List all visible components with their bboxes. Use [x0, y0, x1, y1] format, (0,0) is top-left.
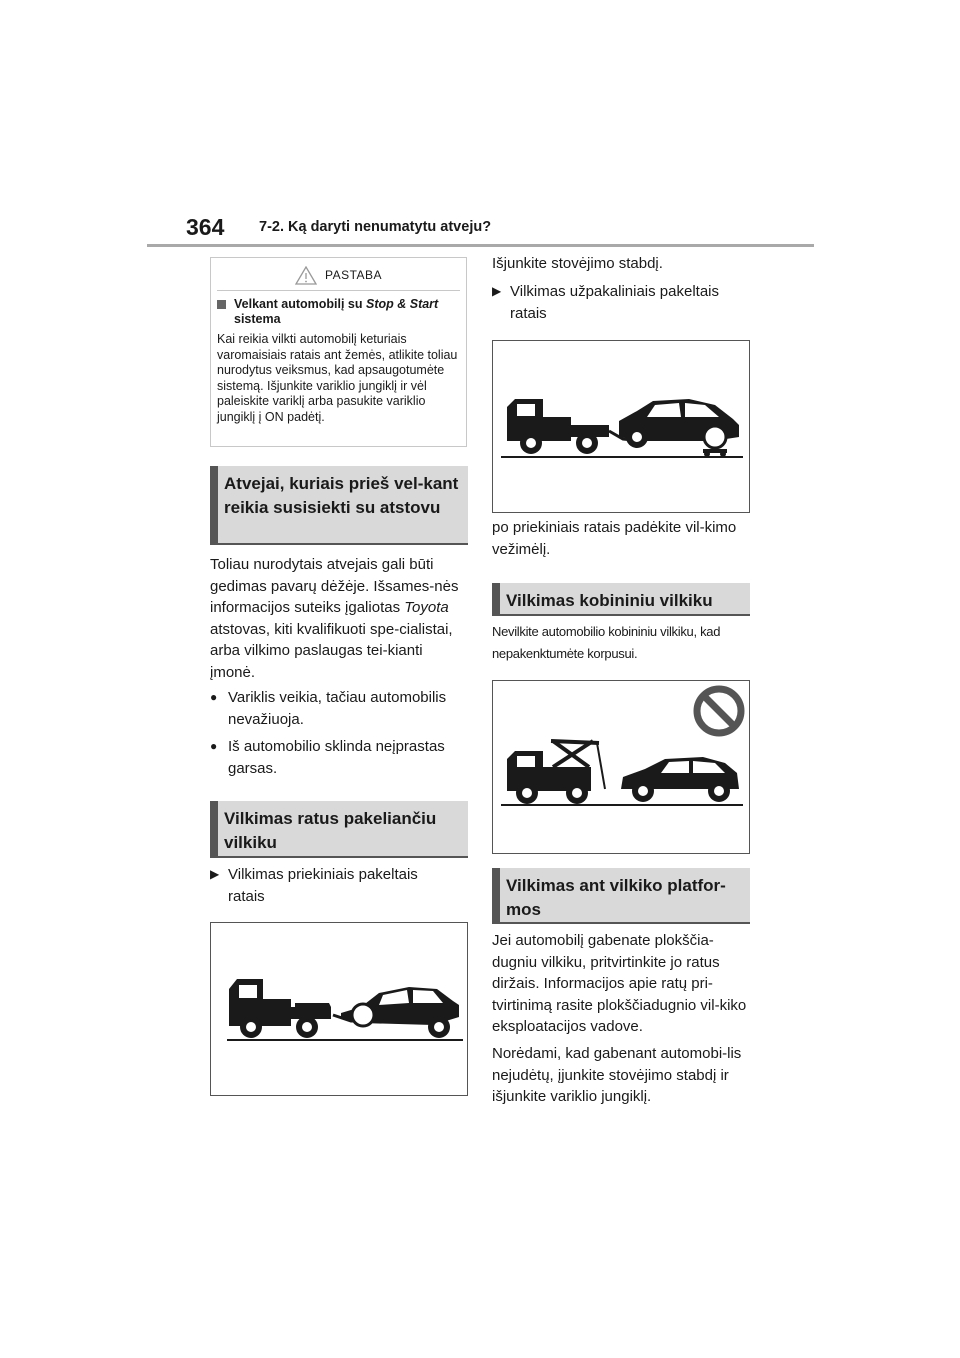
note-subhead — [217, 297, 460, 327]
bullet-text-1: Variklis veikia, tačiau automobilis nevažiuoja. — [228, 689, 447, 728]
figure-front-lift-tow — [210, 922, 468, 1096]
arrow-bullet-icon: ▶ — [210, 867, 220, 881]
section-title: 7-2. Ką daryti nenumatytu atveju? — [259, 219, 492, 235]
arrow-item-front-text: Vilkimas priekiniais pakeltais ratais — [228, 866, 418, 905]
circle-bullet-icon: ● — [210, 739, 218, 753]
tow-truck-hook-illustration — [493, 681, 749, 853]
figure-rear-lift-tow — [492, 340, 750, 513]
intro-brand: Toyota — [404, 599, 449, 616]
flatbed-paragraph-1: Jei automobilį gabenate plokščia-dugniu vilkiku, pritvirtinkite jo ratus diržais. Informacijos apie ratų pri-tvirtinimą rasite plokščiadugnio vil-kiko eksploatacijos vadove. — [492, 932, 747, 1035]
figure-hook-tow-prohibited — [492, 680, 750, 854]
note-header — [217, 264, 460, 286]
arrow-item-rear — [492, 281, 744, 324]
note-subhead-prefix: Velkant automobilį su — [234, 297, 366, 311]
square-bullet-icon — [217, 300, 226, 309]
warning-triangle-icon — [295, 266, 317, 285]
banner-flatbed: Vilkimas ant vilkiko platfor-mos — [492, 868, 750, 924]
note-subhead-italic: Stop & Start — [365, 297, 439, 311]
header-rule — [147, 244, 814, 247]
prohibited-icon — [697, 689, 741, 733]
bullet-item-1 — [210, 687, 468, 730]
note-body: Kai reikia vilkti automobilį keturiais varomaisiais ratais ant žemės, atlikite toliau nurodytus veiksmus, kad apsaugotumėte sistemą. Išjunkite variklio jungiklį ir vėl paleiskite variklį arba pasukite variklio jungiklį į ON padėtį. — [217, 332, 458, 424]
arrow-item-front — [210, 864, 450, 907]
note-subhead-suffix: sistema — [234, 312, 281, 326]
intro-text-a: Toliau nurodytais atvejais gali būti gedimas pavarų dėžėje. Išsames-nės informacijos suteiks įgaliotas — [210, 556, 459, 616]
arrow-bullet-icon: ▶ — [492, 284, 502, 298]
page-number: 364 — [186, 214, 225, 240]
banner-wheel-lift: Vilkimas ratus pakeliančiu vilkiku — [210, 801, 468, 858]
note-box — [210, 257, 467, 447]
note-label: PASTABA — [324, 268, 383, 282]
bullet-item-2 — [210, 736, 468, 779]
parking-brake-release-text: Išjunkite stovėjimo stabdį. — [492, 255, 663, 272]
banner-hook-tow: Vilkimas kobininiu vilkiku — [492, 583, 750, 616]
flatbed-paragraph-2: Norėdami, kad gabenant automobi-lis nejudėtų, įjunkite stovėjimo stabdį ir išjunkite variklio jungiklį. — [492, 1045, 742, 1105]
tow-truck-front-lift-illustration — [211, 923, 467, 1095]
tow-truck-rear-lift-dolly-illustration — [493, 341, 749, 512]
intro-paragraph — [210, 554, 466, 683]
banner-contact-dealer: Atvejai, kuriais prieš vel-kant reikia susisiekti su atstovu — [210, 466, 468, 545]
bullet-text-2: Iš automobilio sklinda neįprastas garsas. — [228, 738, 445, 777]
note-divider — [217, 290, 460, 291]
dolly-instruction: po priekiniais ratais padėkite vil-kimo vežimėlį. — [492, 519, 737, 558]
hook-tow-warning: Nevilkite automobilio kobininiu vilkiku, kad nepakenktumėte korpusui. — [492, 624, 721, 661]
arrow-item-rear-text: Vilkimas užpakaliniais pakeltais ratais — [510, 283, 719, 322]
circle-bullet-icon: ● — [210, 690, 218, 704]
intro-text-b: atstovas, kiti kvalifikuoti spe-cialistai, arba vilkimo paslaugas tei-kianti įmonė. — [210, 620, 453, 681]
